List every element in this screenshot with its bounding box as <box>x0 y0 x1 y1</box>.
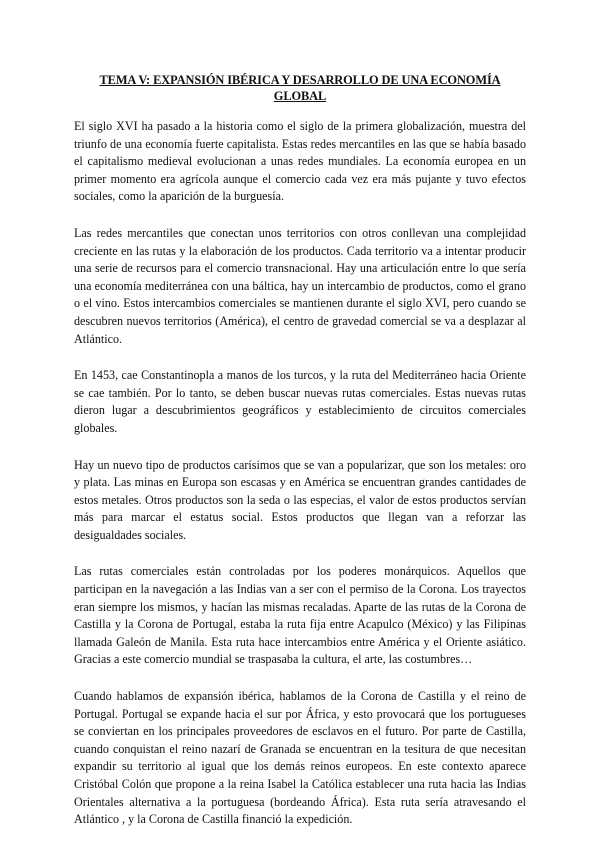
paragraph-new-products: Hay un nuevo tipo de productos carísimos que se van a popularizar, que son los metales: oro y plata. Las minas en Europa son escasas y en América se encuentran grandes cantidades de estos metales. Otros productos son la seda o las especias, el valor de estos productos servían más para marcar el estatus social. Estos productos que llegan van a reforzar las desigualdades sociales. <box>74 457 526 542</box>
paragraph-constantinople: En 1453, cae Constantinopla a manos de los turcos, y la ruta del Mediterráneo hacia Oriente se cae también. Por lo tanto, se deben buscar nuevas rutas comerciales. Estas nuevas rutas dieron lugar a descubrimientos geográficos y establecimiento de circuitos comerciales globales. <box>74 368 526 435</box>
paragraph-trade-networks: Las redes mercantiles que conectan unos territorios con otros conllevan una complejidad creciente en las rutas y la elaboración de los productos. Cada territorio va a intentar producir una serie de recursos para el comercio transnacional. Hay una articulación entre lo que sería una economía mediterránea con una báltica, hay un intercambio de productos, como el grano o el vino. Estos intercambios comerciales se mantienen durante el siglo XVI, pero cuando se descubren nuevos territorios (América), el centro de gravedad comercial se va a desplazar al Atlántico. <box>74 225 526 346</box>
document-body <box>74 72 526 848</box>
paragraph-trade-routes: Las rutas comerciales están controladas por los poderes monárquicos. Aquellos que participan en la navegación a las Indias van a ser con el permiso de la Corona. Los trayectos eran siempre los mismos, y hacían las mismas recaladas. Aparte de las rutas de la Corona de Castilla y la Corona de Portugal, estaba la ruta fija entre Acapulco (México) y las Filipinas llamada Galeón de Manila. Esta ruta hace intercambios entre América y el Oriente asiático. Gracias a este comercio mundial se traspasaba la cultura, el arte, las costumbres… <box>74 564 526 667</box>
paragraph-iberian-expansion: Cuando hablamos de expansión ibérica, hablamos de la Corona de Castilla y el reino de Portugal. Portugal se expande hacia el sur por África, y esto provocará que los portugueses se conviertan en los principales proveedores de esclavos en el futuro. Por parte de Castilla, cuando conquistan el reino nazarí de Granada se encuentran en la tesitura de que necesitan expandir su territorio al igual que los demás reinos europeos. En este contexto aparece Cristóbal Colón que propone a la reina Isabel la Católica establecer una ruta hacia las Indias Orientales alternativa a la portuguesa (bordeando África). Esta ruta sería atravesando el Atlántico , y la Corona de Castilla financió la expedición. <box>74 689 526 827</box>
document-title: TEMA V: EXPANSIÓN IBÉRICA Y DESARROLLO DE UNA ECONOMÍA GLOBAL <box>99 73 501 103</box>
paragraph-globalization: El siglo XVI ha pasado a la historia como el siglo de la primera globalización, muestra del triunfo de una economía fuerte capitalista. Estas redes mercantiles en las que se había basado el capitalismo medieval evolucionan a unas redes mundiales. La economía europea en un primer momento era agrícola aunque el comercio cada vez era más pujante y tuvo efectos sociales, como la aparición de la burguesía. <box>74 119 526 204</box>
